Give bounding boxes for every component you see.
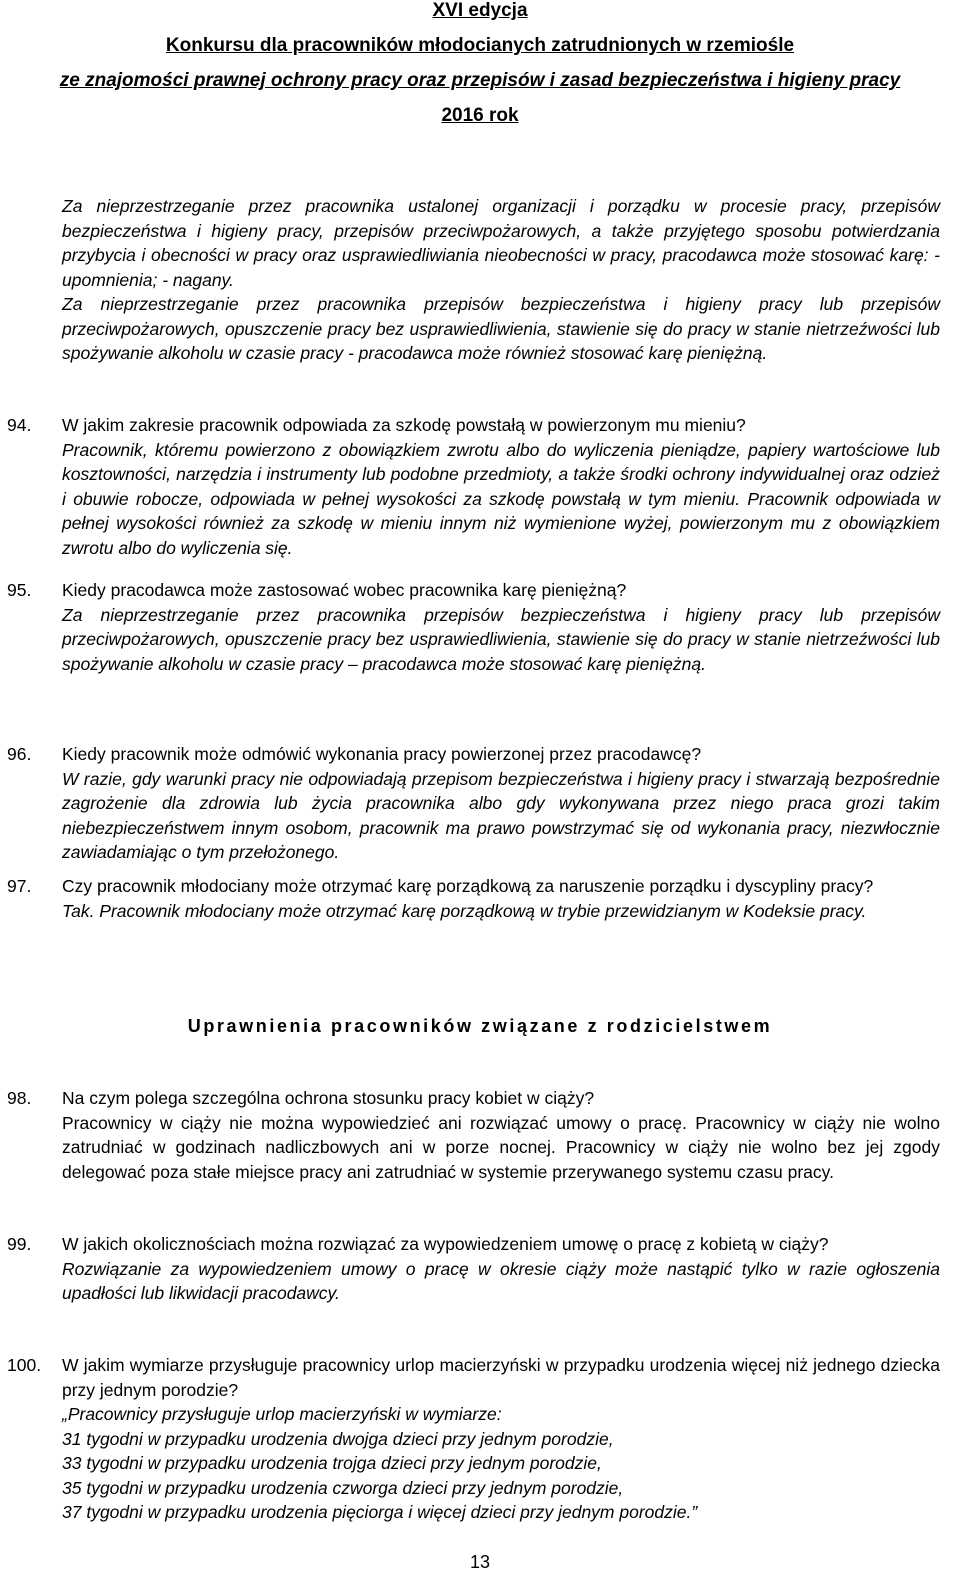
intro-paragraph-1: Za nieprzestrzeganie przez pracownika ustalonej organizacji i porządku w procesie pracy, przepisów bezpieczeństwa i higieny pracy, przepisów przeciwpożarowych, a także przyjętego sposobu potwierdzania przybycia i obecności w pracy oraz usprawiedliwiania nieobecności w pracy, pracodawca może stosować karę: - upomnienia; - nagany. (62, 196, 940, 290)
contest-scope: ze znajomości prawnej ochrony pracy oraz przepisów i zasad bezpieczeństwa i higieny pracy (59, 70, 901, 91)
answer-text: Pracownik, któremu powierzono z obowiązkiem zwrotu albo do wyliczenia pieniądze, papiery wartościowe lub kosztowności, narzędzia i instrumenty lub podobne przedmioty, a także środki ochrony indywidualnej oraz odzież i obuwie robocze, odpowiada w pełnej wysokości za szkodę powstałą w tym mieniu. Pracownik odpowiada w pełnej wysokości również za szkodę w mieniu innym niż wymienione wyżej, powierzonym mu z obowiązkiem zwrotu albo do wyliczenia się. (62, 439, 940, 558)
answer-text: Tak. Pracownik młodociany może otrzymać karę porządkową w trybie przewidzianym w Kodeksie pracy. (62, 900, 867, 921)
answer-line: 31 tygodni w przypadku urodzenia dwojga dzieci przy jednym porodzie, (62, 1428, 614, 1449)
question-number: 96. (7, 744, 32, 764)
question-96 (0, 742, 940, 865)
contest-title: Konkursu dla pracowników młodocianych zatrudnionych w rzemiośle (165, 35, 795, 56)
contest-year: 2016 rok (441, 105, 519, 126)
answer-text: Pracownicy w ciąży nie można wypowiedzieć ani rozwiązać umowy o pracę. Pracownicy w ciąży nie wolno zatrudniać w godzinach nadliczbowych ani w porze nocnej. Pracownicy w ciąży nie wolno bez jej zgody delegować poza stałe miejsce pracy ani zatrudniać w systemie przerywanego systemu czasu pracy. (62, 1112, 940, 1182)
question-95 (0, 578, 940, 676)
question-text: W jakim wymiarze przysługuje pracownicy urlop macierzyński w przypadku urodzenia więcej niż jednego dziecka przy jednym porodzie? (62, 1355, 940, 1400)
question-text: Kiedy pracownik może odmówić wykonania pracy powierzonej przez pracodawcę? (62, 744, 702, 764)
question-text: W jakim zakresie pracownik odpowiada za szkodę powstałą w powierzonym mu mieniu? (62, 415, 746, 435)
question-100 (0, 1353, 940, 1525)
question-text: W jakich okolicznościach można rozwiązać za wypowiedzeniem umowę o pracę z kobietą w ciąży? (62, 1234, 829, 1254)
section-title: Uprawnienia pracowników związane z rodzicielstwem (187, 1016, 773, 1036)
answer-line: 35 tygodni w przypadku urodzenia czworga dzieci przy jednym porodzie, (62, 1477, 624, 1498)
answer-text: Za nieprzestrzeganie przez pracownika przepisów bezpieczeństwa i higieny pracy lub przepisów przeciwpożarowych, opuszczenie pracy bez usprawiedliwienia, stawienie się do pracy w stanie nietrzeźwości lub spożywanie alkoholu w czasie pracy – pracodawca może stosować karę pieniężną. (62, 604, 940, 674)
question-number: 99. (7, 1234, 32, 1254)
answer-text: Rozwiązanie za wypowiedzeniem umowy o pracę w okresie ciąży może nastąpić tylko w razie ogłoszenia upadłości lub likwidacji pracodawcy. (62, 1258, 940, 1303)
answer-line: „Pracownicy przysługuje urlop macierzyński w wymiarze: (62, 1404, 502, 1424)
question-94 (0, 413, 940, 560)
page-number: 13 (469, 1552, 491, 1572)
question-number: 95. (7, 580, 32, 600)
intro-paragraph-2: Za nieprzestrzeganie przez pracownika przepisów bezpieczeństwa i higieny pracy lub przepisów przeciwpożarowych, opuszczenie pracy bez usprawiedliwienia, stawienie się do pracy w stanie nietrzeźwości lub spożywanie alkoholu w czasie pracy - pracodawca może również stosować karę pieniężną. (62, 294, 940, 363)
question-number: 100. (7, 1355, 42, 1375)
question-number: 94. (7, 415, 32, 435)
question-97 (0, 874, 940, 923)
answer-text: W razie, gdy warunki pracy nie odpowiadają przepisom bezpieczeństwa i higieny pracy i stwarzają bezpośrednie zagrożenie dla zdrowia lub życia pracownika albo gdy wykonywana przez niego praca grozi takim niebezpieczeństwem innym osobom, pracownik ma prawo powstrzymać się od wykonania pracy, niezwłocznie zawiadamiając o tym przełożonego. (62, 768, 940, 862)
answer-line: 33 tygodni w przypadku urodzenia trojga dzieci przy jednym porodzie, (62, 1453, 602, 1473)
answer-line: 37 tygodni w przypadku urodzenia pięciorga i więcej dzieci przy jednym porodzie.” (62, 1502, 698, 1522)
question-99 (0, 1232, 940, 1306)
question-98 (0, 1086, 940, 1184)
question-text: Kiedy pracodawca może zastosować wobec pracownika karę pieniężną? (62, 580, 627, 600)
question-text: Czy pracownik młodociany może otrzymać karę porządkową za naruszenie porządku i dyscypliny pracy? (62, 876, 874, 896)
edition-title: XVI edycja (432, 0, 528, 21)
question-number: 97. (7, 876, 32, 896)
question-text: Na czym polega szczególna ochrona stosunku pracy kobiet w ciąży? (62, 1088, 595, 1108)
question-number: 98. (7, 1088, 32, 1108)
